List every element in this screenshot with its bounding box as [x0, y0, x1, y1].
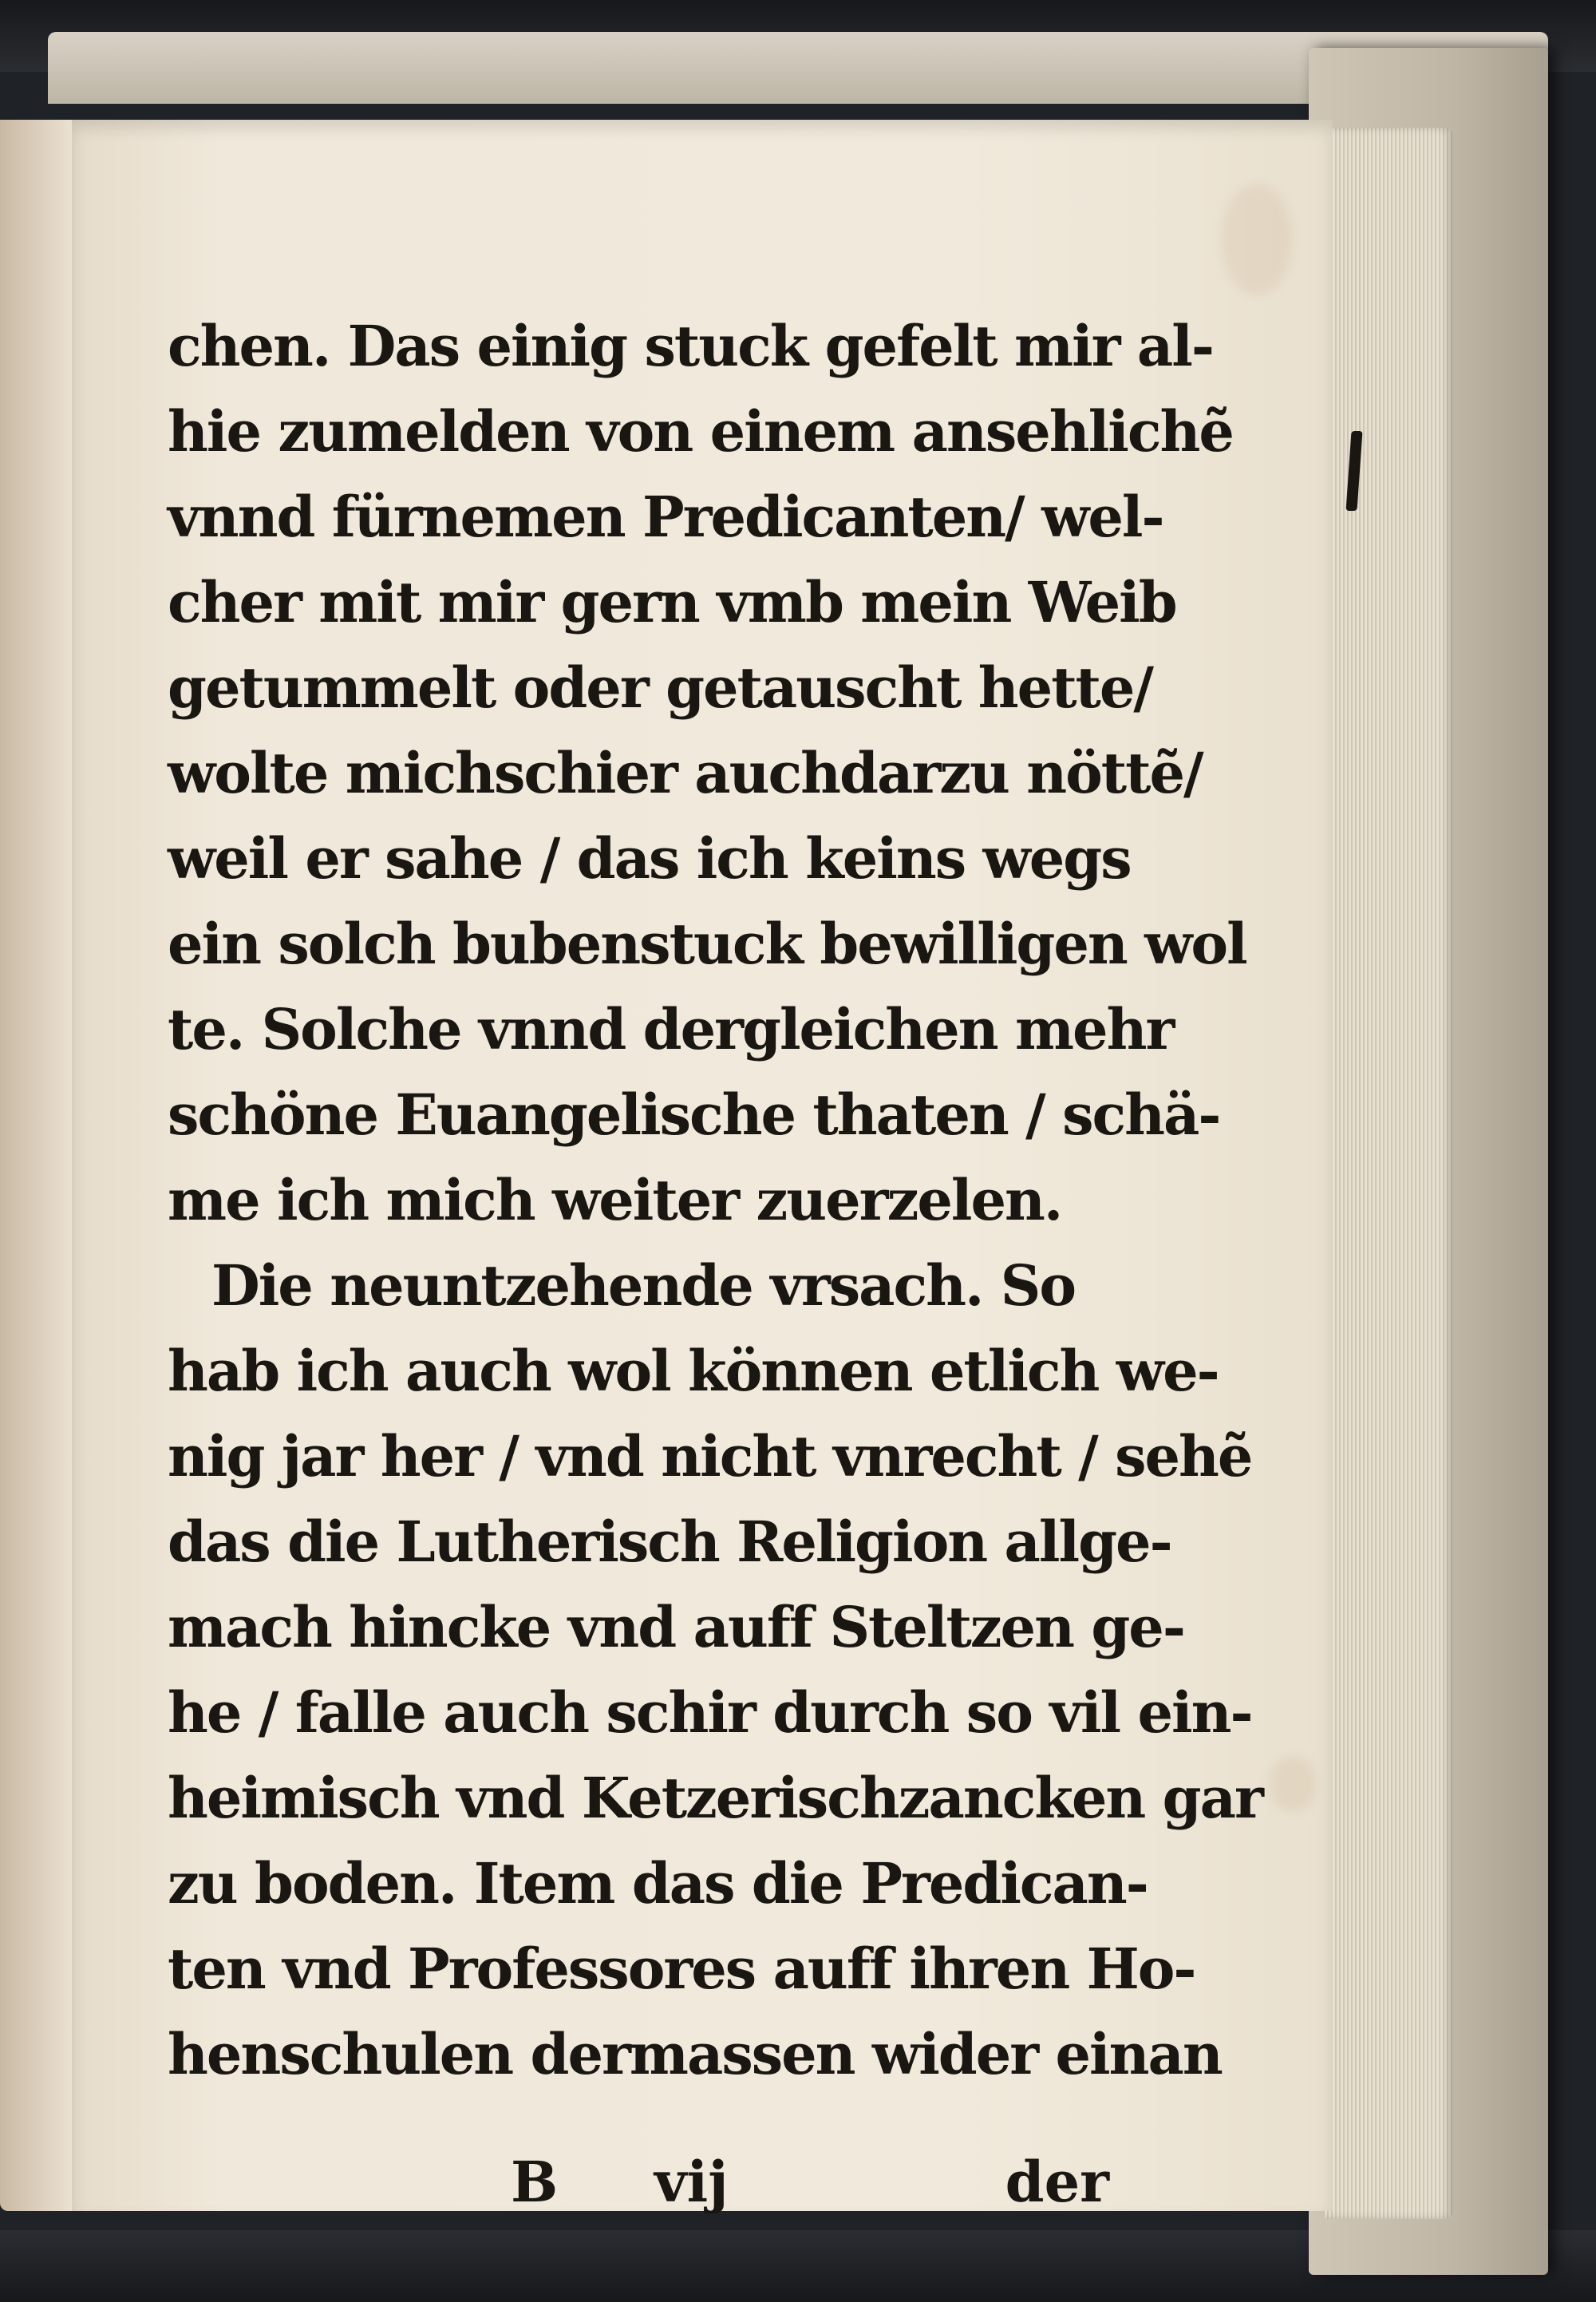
text-line: hie zumelden von einem ansehlichẽ [168, 398, 1233, 465]
text-line: hab ich auch wol können etlich we- [168, 1338, 1219, 1404]
text-line: getummelt oder getauscht hette/ [168, 655, 1152, 721]
text-line: wolte michschier auchdarzu nöttẽ/ [168, 740, 1203, 806]
text-line: das die Lutherisch Religion allge- [168, 1509, 1171, 1575]
text-line: vnnd fürnemen Predicanten/ wel- [168, 484, 1163, 550]
page-stain [1221, 184, 1293, 295]
text-line: zu boden. Item das die Predican- [168, 1850, 1148, 1916]
page-text-block [168, 303, 1262, 2097]
signature-mark: B [511, 2149, 559, 2215]
text-line: heimisch vnd Ketzerischzancken gar [168, 1765, 1262, 1831]
text-line: ten vnd Professores auff ihren Ho- [168, 1936, 1195, 2002]
section-heading-line: Die neuntzehende vrsach. So [211, 1252, 1076, 1319]
text-line: henschulen dermassen wider einan [168, 2021, 1222, 2087]
text-line: cher mit mir gern vmb mein Weib [168, 569, 1176, 635]
page-stain [1269, 1756, 1317, 1812]
text-line: nig jar her / vnd nicht vnrecht / sehẽ [168, 1423, 1252, 1489]
text-line: schöne Euangelische thaten / schä- [168, 1082, 1220, 1148]
catchword: der [1005, 2149, 1109, 2215]
folio-number: vij [654, 2149, 729, 2215]
text-line: chen. Das einig stuck gefelt mir al- [168, 313, 1213, 379]
text-line: he / falle auch schir durch so vil ein- [168, 1679, 1252, 1746]
book-page [72, 120, 1333, 2215]
facing-page-strip [0, 120, 72, 2211]
page-footer [168, 2139, 1109, 2225]
text-line: me ich mich weiter zuerzelen. [168, 1167, 1062, 1233]
page-edges [1325, 128, 1452, 2219]
text-line: mach hincke vnd auff Steltzen ge- [168, 1594, 1184, 1660]
text-line: ein solch bubenstuck bewilligen wol [168, 911, 1246, 977]
text-line: weil er sahe / das ich keins wegs [168, 825, 1131, 892]
text-line: te. Solche vnnd dergleichen mehr [168, 996, 1174, 1062]
